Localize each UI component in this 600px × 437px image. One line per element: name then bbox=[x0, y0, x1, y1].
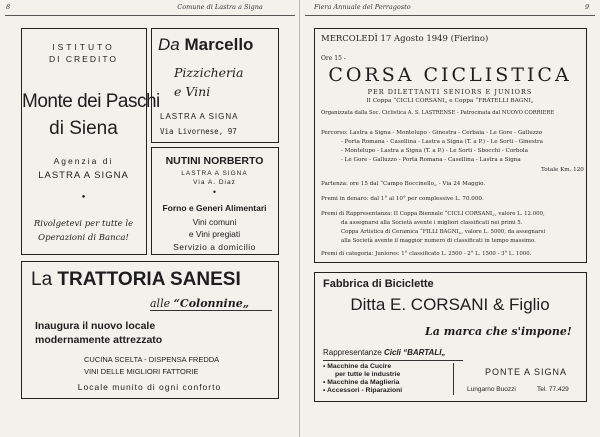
bank-slogan-2: Operazioni di Banca! bbox=[38, 233, 129, 243]
trattoria-locale: Locale munito di ogni conforto bbox=[77, 382, 222, 392]
bank-agenzia: Agenzia di bbox=[53, 156, 114, 166]
trattoria-alle: alle bbox=[150, 297, 171, 310]
corsani-ad bbox=[314, 272, 587, 402]
page-number-left: 8 bbox=[6, 3, 11, 11]
bank-name-line1: Monte dei Paschi bbox=[22, 91, 160, 112]
race-trophy: II Coppa “CICLI CORSANI„ e Coppa “FRATELLI BAGNI„ bbox=[366, 98, 534, 104]
race-denaro: Premi in denaro: dal 1° al 10° per complessive L. 70.000. bbox=[321, 196, 484, 202]
trattoria-line-1: Inaugura il nuovo locale bbox=[35, 320, 156, 332]
corsani-marca: La marca che s'impone! bbox=[425, 325, 572, 338]
nutini-name: NUTINI NORBERTO bbox=[165, 155, 264, 167]
race-percorso-3: - Montelupo - Lastra a Signa (T. a P.) - Le Sorti - Sbocchi - Corbola bbox=[341, 148, 528, 154]
race-percorso-2: - Porta Romana - Casellina - Lastra a Signa (T. a P.) - Le Sorti - Ginestra bbox=[341, 139, 543, 145]
corsani-fabbrica: Fabbrica di Biciclette bbox=[323, 278, 434, 290]
corsani-divider bbox=[453, 363, 454, 395]
trattoria-ad bbox=[21, 261, 279, 399]
race-rapp-3: Coppa Artistica di Ceramica “FILLI BAGNI„, valore L. 5000, da assegnarsi bbox=[341, 229, 546, 235]
trattoria-alle-line bbox=[150, 297, 249, 310]
trattoria-title bbox=[31, 269, 241, 291]
trattoria-vini: VINI DELLE MIGLIORI FATTORIE bbox=[84, 367, 199, 376]
bank-town: LASTRA A SIGNA bbox=[38, 170, 129, 181]
corsani-item-2: per tutte le industrie bbox=[335, 371, 401, 378]
header-rule-right bbox=[305, 15, 595, 16]
running-header-left: Comune di Lastra a Signa bbox=[177, 3, 263, 11]
corsani-town: PONTE A SIGNA bbox=[485, 367, 568, 377]
nutini-vini-1: Vini comuni bbox=[192, 217, 237, 227]
race-percorso-1: Percorso: Lastra a Signa - Montelupo - Ginestra - Cerbaia - Le Gore - Galluzzo bbox=[321, 130, 543, 136]
race-date: MERCOLEDÌ 17 Agosto 1949 (Fierino) bbox=[321, 34, 489, 44]
race-org: Organizzata dalla Soc. Ciclistica A. S. LASTRENSE - Patrocinata dal NUOVO CORRIERE bbox=[321, 110, 555, 116]
marcello-da: Da bbox=[158, 35, 180, 54]
bank-ad bbox=[21, 28, 160, 255]
race-rapp-4: alla Società avente il maggior numero di classificati in tempo massimo. bbox=[341, 238, 536, 244]
trattoria-name: TRATTORIA SANESI bbox=[57, 269, 241, 290]
race-per: PER DILETTANTI SENIORS E JUNIORS bbox=[367, 88, 533, 96]
corsani-name: Ditta E. CORSANI & Figlio bbox=[350, 295, 550, 314]
trattoria-la: La bbox=[31, 269, 53, 290]
header-rule-left bbox=[5, 15, 295, 16]
corsani-item-3: • Macchine da Maglieria bbox=[323, 379, 400, 386]
corsani-rappresentanze: Rappresentanze bbox=[323, 348, 382, 357]
marcello-line2: e Vini bbox=[174, 84, 211, 99]
corsani-address: Lungarno Buozzi bbox=[467, 386, 516, 393]
race-title: CORSA CICLISTICA bbox=[328, 64, 572, 86]
race-rapp-1: Premi di Rappresentanza: II Coppa Biennale “CICLI CORSANI„, valore L. 12.000, bbox=[321, 211, 545, 217]
race-totale: Totale Km. 120 bbox=[541, 167, 584, 173]
nutini-servizio: Servizio a domicilio bbox=[173, 242, 256, 252]
race-ore: Ore 15 - bbox=[321, 55, 346, 62]
corsani-cicli: Cicli “BARTALI„ bbox=[383, 348, 446, 357]
right-page bbox=[300, 0, 600, 437]
race-percorso-4: - Le Gore - Galluzzo - Porta Romana - Casellina - Lastra a Signa bbox=[341, 157, 521, 163]
race-rapp-2: da assegnarsi alla Società avente i migliori classificati nei primi 5. bbox=[341, 220, 523, 226]
bank-name-line2: di Siena bbox=[49, 118, 118, 139]
marcello-line1: Pizzicheria bbox=[174, 65, 244, 80]
running-header-right: Fiera Annuale del Perragosto bbox=[314, 3, 411, 11]
bank-istituto: ISTITUTO bbox=[52, 42, 115, 52]
race-box bbox=[314, 28, 587, 263]
trattoria-cucina: CUCINA SCELTA - DISPENSA FREDDA bbox=[84, 355, 220, 364]
corsani-item-4: • Accessori - Riparazioni bbox=[323, 387, 403, 394]
bank-bullet: • bbox=[80, 193, 87, 203]
corsani-underline bbox=[323, 360, 463, 361]
race-partenza: Partenza: ore 15 dal “Campo Boccinello„ - Via 24 Maggio. bbox=[321, 181, 486, 187]
corsani-tel: Tel. 77.429 bbox=[537, 386, 569, 393]
corsani-item-1: • Macchine da Cucire bbox=[323, 363, 392, 370]
bank-slogan-1: Rivolgetevi per tutte le bbox=[33, 219, 134, 229]
marcello-address: Via Livornese, 97 bbox=[160, 127, 237, 136]
trattoria-line-2: modernamente attrezzato bbox=[35, 334, 163, 346]
page-number-right: 9 bbox=[585, 3, 590, 11]
nutini-town: LASTRA A SIGNA bbox=[181, 170, 248, 177]
marcello-title bbox=[158, 35, 253, 55]
nutini-ad bbox=[151, 147, 279, 255]
trattoria-colonnine: “Colonnine„ bbox=[173, 297, 250, 310]
nutini-vini-2: e Vini pregiati bbox=[188, 229, 241, 239]
corsani-rapp-line bbox=[323, 348, 445, 357]
trattoria-alle-underline bbox=[150, 310, 272, 311]
nutini-address: Via A. Diaz bbox=[193, 179, 236, 186]
marcello-name: Marcello bbox=[184, 35, 254, 54]
nutini-forno: Forno e Generi Alimentari bbox=[162, 203, 267, 213]
marcello-ad bbox=[151, 28, 279, 143]
nutini-bullet: • bbox=[212, 188, 217, 197]
marcello-town: LASTRA A SIGNA bbox=[160, 112, 239, 121]
race-categoria: Premi di categoria: Juniores: 1° classificato L. 2500 - 2° L. 1500 - 3° L. 1000. bbox=[321, 251, 532, 257]
bank-di-credito: DI CREDITO bbox=[49, 54, 118, 64]
